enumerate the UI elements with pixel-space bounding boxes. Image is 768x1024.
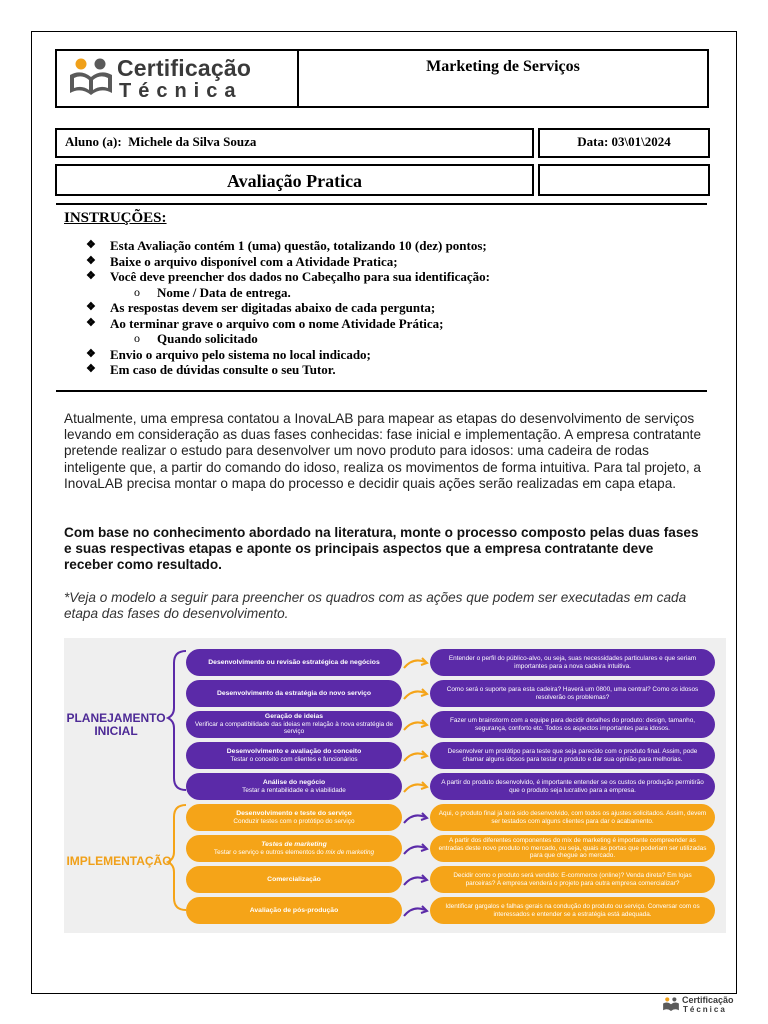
- instruction-item: ❖ Baixe o arquivo disponível com a Atividade Pratica;: [86, 253, 398, 269]
- arrow-icon: [403, 904, 429, 918]
- stage-pill: Análise do negócio Testar a rentabilidade e a viabilidade: [186, 773, 402, 800]
- stage-pill: Geração de ideias Verificar a compatibilidade das ideias em relação à nova estratégia de serviço: [186, 711, 402, 738]
- stage-pill: Testes de marketing Testar o serviço e outros elementos do mix de marketing: [186, 835, 402, 862]
- divider-bottom: [56, 390, 707, 392]
- arrow-icon: [403, 842, 429, 856]
- instructions-list: [86, 238, 490, 378]
- stage-pill: Desenvolvimento e teste do serviço Conduzir testes com o protótipo do serviço: [186, 804, 402, 831]
- instruction-subitem: o Nome / Data de entrega.: [134, 284, 291, 300]
- instruction-item: ❖ Você deve preencher dos dados no Cabeçalho para sua identificação:: [86, 269, 491, 284]
- circle-bullet-icon: o: [134, 284, 140, 299]
- action-pill: A partir dos diferentes componentes do mix de marketing é importante compreender as entradas deste novo produto no mercado, ou seja, quais as portas que poderiam ser utilizadas para que chegue ao mercado.: [430, 835, 715, 862]
- instruction-item: ❖ Esta Avaliação contém 1 (uma) questão, totalizando 10 (dez) pontos;: [86, 238, 487, 253]
- arrow-icon: [403, 873, 429, 887]
- action-pill: Fazer um brainstorm com a equipe para decidir detalhes do produto: design, tamanho, segurança, conforto etc. Todos os aspectos importantes para idosos.: [430, 711, 715, 738]
- phase-label-planning: PLANEJAMENTO INICIAL: [66, 711, 166, 738]
- footer-logo-icon: [662, 996, 680, 1014]
- stage-pill: Comercialização: [186, 866, 402, 893]
- logo-wordmark-line2: Técnica: [119, 80, 243, 102]
- arrow-icon: [403, 780, 429, 794]
- arrow-icon: [403, 718, 429, 732]
- diamond-bullet-icon: ❖: [86, 239, 96, 251]
- diamond-bullet-icon: ❖: [86, 254, 96, 267]
- diamond-bullet-icon: ❖: [86, 270, 96, 282]
- student-field: [55, 128, 534, 158]
- stage-pill: Avaliação de pós-produção: [186, 897, 402, 924]
- grade-box: [538, 164, 710, 196]
- instruction-subitem: o Quando solicitado: [134, 331, 258, 346]
- student-name: Michele da Silva Souza: [128, 134, 257, 149]
- footer-logo-line1: Certificação: [682, 995, 734, 1005]
- instruction-item: ❖ Ao terminar grave o arquivo com o nome Atividade Prática;: [86, 315, 444, 331]
- action-pill: Como será o suporte para esta cadeira? Haverá um 0800, uma central? Como os idosos resolverão os problemas?: [430, 680, 715, 707]
- instructions-title: INSTRUÇÕES:: [64, 210, 167, 226]
- arrow-icon: [403, 811, 429, 825]
- divider-top: [56, 203, 707, 205]
- footer-logo-line2: Técnica: [683, 1005, 727, 1014]
- note-paragraph: *Veja o modelo a seguir para preencher os quadros com as ações que podem ser executadas em cada etapa das fases do desenvolvimento.: [64, 590, 687, 622]
- date-field: Data: 03\01\2024: [538, 128, 710, 158]
- logo-wordmark-line1: Certificação: [117, 55, 252, 81]
- process-diagram: [64, 638, 726, 933]
- stage-pill: Desenvolvimento da estratégia do novo serviço: [186, 680, 402, 707]
- stage-pill: Desenvolvimento ou revisão estratégica de negócios: [186, 649, 402, 676]
- context-paragraph: Atualmente, uma empresa contatou a InovaLAB para mapear as etapas do desenvolvimento de serviços levando em consideração as duas fases conhecidas: fase inicial e implementação. A empresa contratante pretende realizar o estudo para desenvolver um novo produto para idosos: uma cadeira de rodas inteligente que, a partir do comando do idoso, realiza os movimentos de forma intuitiva. Para tal projeto, a InovaLAB precisa montar o mapa do processo e decidir quais ações serão realizadas em capa etapa.: [64, 411, 702, 491]
- header-logo-box: [55, 49, 299, 108]
- action-pill: Decidir como o produto será vendido: E-commerce (online)? Venda direta? Em lojas parceiras? A empresa venderá o projeto para outra empresa comercializar?: [430, 866, 715, 893]
- diamond-bullet-icon: ❖: [86, 363, 96, 375]
- instruction-item: ❖ As respostas devem ser digitadas abaixo de cada pergunta;: [86, 300, 436, 315]
- course-title: Marketing de Serviços: [297, 49, 709, 108]
- action-pill: Aqui, o produto final já terá sido desenvolvido, com todos os ajustes solicitados. Assim, devem ser testados com alguns clientes para dar o acabamento.: [430, 804, 715, 831]
- action-pill: Desenvolver um protótipo para teste que seja parecido com o produto final. Assim, pode chamar alguns idosos para testar o produto e dar sua opinião para melhorias.: [430, 742, 715, 769]
- circle-bullet-icon: o: [134, 331, 140, 345]
- arrow-icon: [403, 656, 429, 670]
- stage-pill: Desenvolvimento e avaliação do conceito Testar o conceito com clientes e funcionários: [186, 742, 402, 769]
- arrow-icon: [403, 749, 429, 763]
- question-paragraph: Com base no conhecimento abordado na literatura, monte o processo composto pelas duas fases e suas respectivas etapas e aponte os principais aspectos que a empresa contratante deve receber como resultado.: [64, 525, 699, 573]
- evaluation-title: Avaliação Pratica: [55, 164, 534, 196]
- instruction-item: ❖ Em caso de dúvidas consulte o seu Tutor.: [86, 362, 336, 377]
- logo-icon: [67, 55, 115, 103]
- action-pill: Entender o perfil do público-alvo, ou seja, suas necessidades particulares e que seriam importantes para a nova cadeira intuitiva.: [430, 649, 715, 676]
- action-pill: Identificar gargalos e falhas gerais na condução do produto ou serviço. Conversar com os interessados e entender se a estratégia está adequada.: [430, 897, 715, 924]
- diamond-bullet-icon: ❖: [86, 347, 96, 360]
- student-label: Aluno (a):: [65, 134, 122, 149]
- diamond-bullet-icon: ❖: [86, 301, 96, 313]
- instruction-item: ❖ Envio o arquivo pelo sistema no local indicado;: [86, 346, 371, 362]
- diamond-bullet-icon: ❖: [86, 316, 96, 329]
- phase-label-implementation: IMPLEMENTAÇÃO: [66, 854, 172, 868]
- arrow-icon: [403, 687, 429, 701]
- action-pill: A partir do produto desenvolvido, é importante entender se os custos de produção permitirão que o produto seja lucrativo para a empresa.: [430, 773, 715, 800]
